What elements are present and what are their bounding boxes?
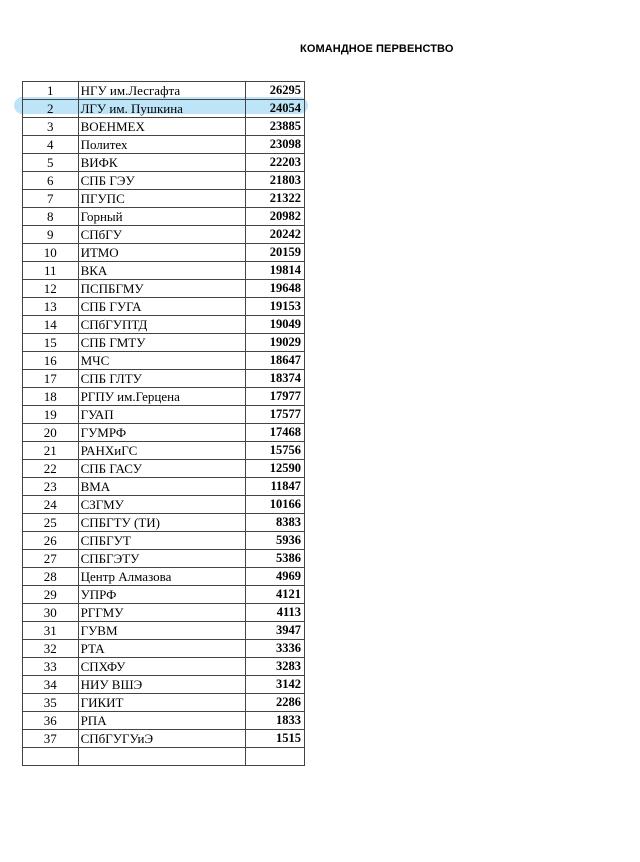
table-row <box>23 370 305 388</box>
team-name: РГГМУ <box>80 605 124 620</box>
score-cell: 23885 <box>246 118 305 136</box>
empty-row <box>23 748 305 766</box>
team-name-cell <box>78 244 246 262</box>
table-row <box>23 550 305 568</box>
table-row <box>23 424 305 442</box>
team-name: СПбГУПТД <box>80 317 148 332</box>
team-name-cell <box>78 118 246 136</box>
team-name-cell <box>78 370 246 388</box>
team-name: ПГУПС <box>80 191 125 206</box>
team-name-cell <box>78 388 246 406</box>
score-cell: 19153 <box>246 298 305 316</box>
table-row <box>23 388 305 406</box>
table-row <box>23 226 305 244</box>
score-cell: 17577 <box>246 406 305 424</box>
table-row <box>23 478 305 496</box>
table-row <box>23 280 305 298</box>
score-cell: 3142 <box>246 676 305 694</box>
rank-cell: 33 <box>23 658 79 676</box>
table-row <box>23 352 305 370</box>
score-cell: 4969 <box>246 568 305 586</box>
rank-cell: 30 <box>23 604 79 622</box>
rank-cell: 37 <box>23 730 79 748</box>
score-cell: 1515 <box>246 730 305 748</box>
rank-cell: 9 <box>23 226 79 244</box>
rank-cell: 29 <box>23 586 79 604</box>
rank-cell: 2 <box>23 100 79 118</box>
team-name-cell <box>78 100 246 118</box>
rank-cell: 19 <box>23 406 79 424</box>
team-name: СПБ ГЛТУ <box>80 371 142 386</box>
score-cell: 22203 <box>246 154 305 172</box>
score-cell: 8383 <box>246 514 305 532</box>
team-name: ГУВМ <box>80 623 118 638</box>
score-cell: 11847 <box>246 478 305 496</box>
team-name-cell <box>78 208 246 226</box>
rank-cell: 15 <box>23 334 79 352</box>
score-cell: 19049 <box>246 316 305 334</box>
team-name-cell <box>78 712 246 730</box>
table-row <box>23 406 305 424</box>
team-name: СПбГУГУиЭ <box>80 731 154 746</box>
score-cell: 3336 <box>246 640 305 658</box>
score-cell: 19029 <box>246 334 305 352</box>
team-name-cell <box>78 442 246 460</box>
team-name: ВМА <box>80 479 111 494</box>
team-name: СПБГЭТУ <box>80 551 140 566</box>
team-name: ВОЕНМЕХ <box>80 119 145 134</box>
rank-cell: 26 <box>23 532 79 550</box>
table-row <box>23 172 305 190</box>
rank-cell: 27 <box>23 550 79 568</box>
score-cell: 21322 <box>246 190 305 208</box>
score-cell: 4121 <box>246 586 305 604</box>
score-cell: 24054 <box>246 100 305 118</box>
team-name-cell <box>78 136 246 154</box>
table-row <box>23 568 305 586</box>
rank-cell: 13 <box>23 298 79 316</box>
team-name: УПРФ <box>80 587 117 602</box>
rank-cell: 6 <box>23 172 79 190</box>
rank-cell: 18 <box>23 388 79 406</box>
table-row <box>23 640 305 658</box>
team-name-cell <box>78 406 246 424</box>
score-cell: 20982 <box>246 208 305 226</box>
team-name: ВИФК <box>80 155 118 170</box>
team-name-cell <box>78 226 246 244</box>
rank-cell: 35 <box>23 694 79 712</box>
score-cell: 17977 <box>246 388 305 406</box>
table-row <box>23 298 305 316</box>
team-name-cell <box>78 190 246 208</box>
team-name: ГУАП <box>80 407 114 422</box>
team-name: РПА <box>80 713 107 728</box>
team-name: Горный <box>80 209 123 224</box>
page-title: КОМАНДНОЕ ПЕРВЕНСТВО <box>300 43 454 55</box>
table-row <box>23 82 305 100</box>
team-name: МЧС <box>80 353 110 368</box>
team-name-cell <box>78 352 246 370</box>
team-name-cell <box>78 514 246 532</box>
team-name: ГУМРФ <box>80 425 127 440</box>
table-row <box>23 730 305 748</box>
empty-cell <box>246 748 305 766</box>
table-row <box>23 208 305 226</box>
score-cell: 20159 <box>246 244 305 262</box>
table-row <box>23 496 305 514</box>
score-cell: 21803 <box>246 172 305 190</box>
team-name-cell <box>78 478 246 496</box>
team-name: ГИКИТ <box>80 695 124 710</box>
rank-cell: 25 <box>23 514 79 532</box>
table-row <box>23 100 305 118</box>
rank-cell: 32 <box>23 640 79 658</box>
score-cell: 12590 <box>246 460 305 478</box>
team-name-cell <box>78 532 246 550</box>
rank-cell: 31 <box>23 622 79 640</box>
team-name-cell <box>78 82 246 100</box>
rank-cell: 34 <box>23 676 79 694</box>
table-row <box>23 190 305 208</box>
rank-cell: 24 <box>23 496 79 514</box>
team-name: РАНХиГС <box>80 443 138 458</box>
team-name: Политех <box>80 137 128 152</box>
rank-cell: 5 <box>23 154 79 172</box>
team-name: СПБ ГУГА <box>80 299 142 314</box>
rank-cell: 11 <box>23 262 79 280</box>
team-name-cell <box>78 424 246 442</box>
rank-cell: 14 <box>23 316 79 334</box>
table-row <box>23 334 305 352</box>
table-row <box>23 118 305 136</box>
score-cell: 3947 <box>246 622 305 640</box>
team-name: ЛГУ им. Пушкина <box>80 101 183 116</box>
team-name: НИУ ВШЭ <box>80 677 143 692</box>
standings-table <box>22 81 305 766</box>
rank-cell: 10 <box>23 244 79 262</box>
team-name: СПБ ГМТУ <box>80 335 146 350</box>
empty-cell <box>23 748 79 766</box>
table-row <box>23 712 305 730</box>
rank-cell: 21 <box>23 442 79 460</box>
team-name-cell <box>78 550 246 568</box>
table-row <box>23 244 305 262</box>
score-cell: 3283 <box>246 658 305 676</box>
table-row <box>23 622 305 640</box>
standings-table-body <box>23 82 305 766</box>
empty-cell <box>78 748 246 766</box>
team-name-cell <box>78 154 246 172</box>
team-name-cell <box>78 298 246 316</box>
rank-cell: 4 <box>23 136 79 154</box>
rank-cell: 12 <box>23 280 79 298</box>
rank-cell: 3 <box>23 118 79 136</box>
team-name: НГУ им.Лесгафта <box>80 83 181 98</box>
team-name-cell <box>78 586 246 604</box>
table-row <box>23 460 305 478</box>
team-name-cell <box>78 280 246 298</box>
team-name: РГПУ им.Герцена <box>80 389 180 404</box>
score-cell: 17468 <box>246 424 305 442</box>
team-name: СПБ ГЭУ <box>80 173 135 188</box>
team-name: СЗГМУ <box>80 497 124 512</box>
score-cell: 18374 <box>246 370 305 388</box>
team-name-cell <box>78 640 246 658</box>
team-name-cell <box>78 730 246 748</box>
rank-cell: 20 <box>23 424 79 442</box>
table-row <box>23 532 305 550</box>
rank-cell: 28 <box>23 568 79 586</box>
team-name-cell <box>78 622 246 640</box>
score-cell: 19648 <box>246 280 305 298</box>
team-name: СПХФУ <box>80 659 126 674</box>
score-cell: 19814 <box>246 262 305 280</box>
rank-cell: 8 <box>23 208 79 226</box>
team-name: РТА <box>80 641 105 656</box>
score-cell: 26295 <box>246 82 305 100</box>
table-row <box>23 136 305 154</box>
rank-cell: 1 <box>23 82 79 100</box>
team-name: ИТМО <box>80 245 119 260</box>
table-row <box>23 154 305 172</box>
table-row <box>23 442 305 460</box>
score-cell: 1833 <box>246 712 305 730</box>
score-cell: 15756 <box>246 442 305 460</box>
team-name: СПБГТУ (ТИ) <box>80 515 160 530</box>
score-cell: 23098 <box>246 136 305 154</box>
team-name-cell <box>78 496 246 514</box>
team-name-cell <box>78 658 246 676</box>
score-cell: 20242 <box>246 226 305 244</box>
table-row <box>23 514 305 532</box>
team-name-cell <box>78 172 246 190</box>
team-name: СПБГУТ <box>80 533 131 548</box>
team-name-cell <box>78 694 246 712</box>
score-cell: 5386 <box>246 550 305 568</box>
rank-cell: 16 <box>23 352 79 370</box>
team-name-cell <box>78 568 246 586</box>
rank-cell: 17 <box>23 370 79 388</box>
team-name-cell <box>78 460 246 478</box>
table-row <box>23 586 305 604</box>
team-name: СПБ ГАСУ <box>80 461 142 476</box>
table-row <box>23 604 305 622</box>
team-name-cell <box>78 604 246 622</box>
team-name: Центр Алмазова <box>80 569 172 584</box>
team-name-cell <box>78 676 246 694</box>
team-name-cell <box>78 334 246 352</box>
team-name-cell <box>78 316 246 334</box>
rank-cell: 7 <box>23 190 79 208</box>
table-row <box>23 694 305 712</box>
table-row <box>23 316 305 334</box>
rank-cell: 22 <box>23 460 79 478</box>
team-name: ВКА <box>80 263 108 278</box>
rank-cell: 23 <box>23 478 79 496</box>
team-name-cell <box>78 262 246 280</box>
table-row <box>23 676 305 694</box>
score-cell: 18647 <box>246 352 305 370</box>
score-cell: 4113 <box>246 604 305 622</box>
table-row <box>23 262 305 280</box>
team-name: ПСПБГМУ <box>80 281 144 296</box>
score-cell: 2286 <box>246 694 305 712</box>
team-name: СПбГУ <box>80 227 122 242</box>
table-row <box>23 658 305 676</box>
score-cell: 10166 <box>246 496 305 514</box>
rank-cell: 36 <box>23 712 79 730</box>
score-cell: 5936 <box>246 532 305 550</box>
